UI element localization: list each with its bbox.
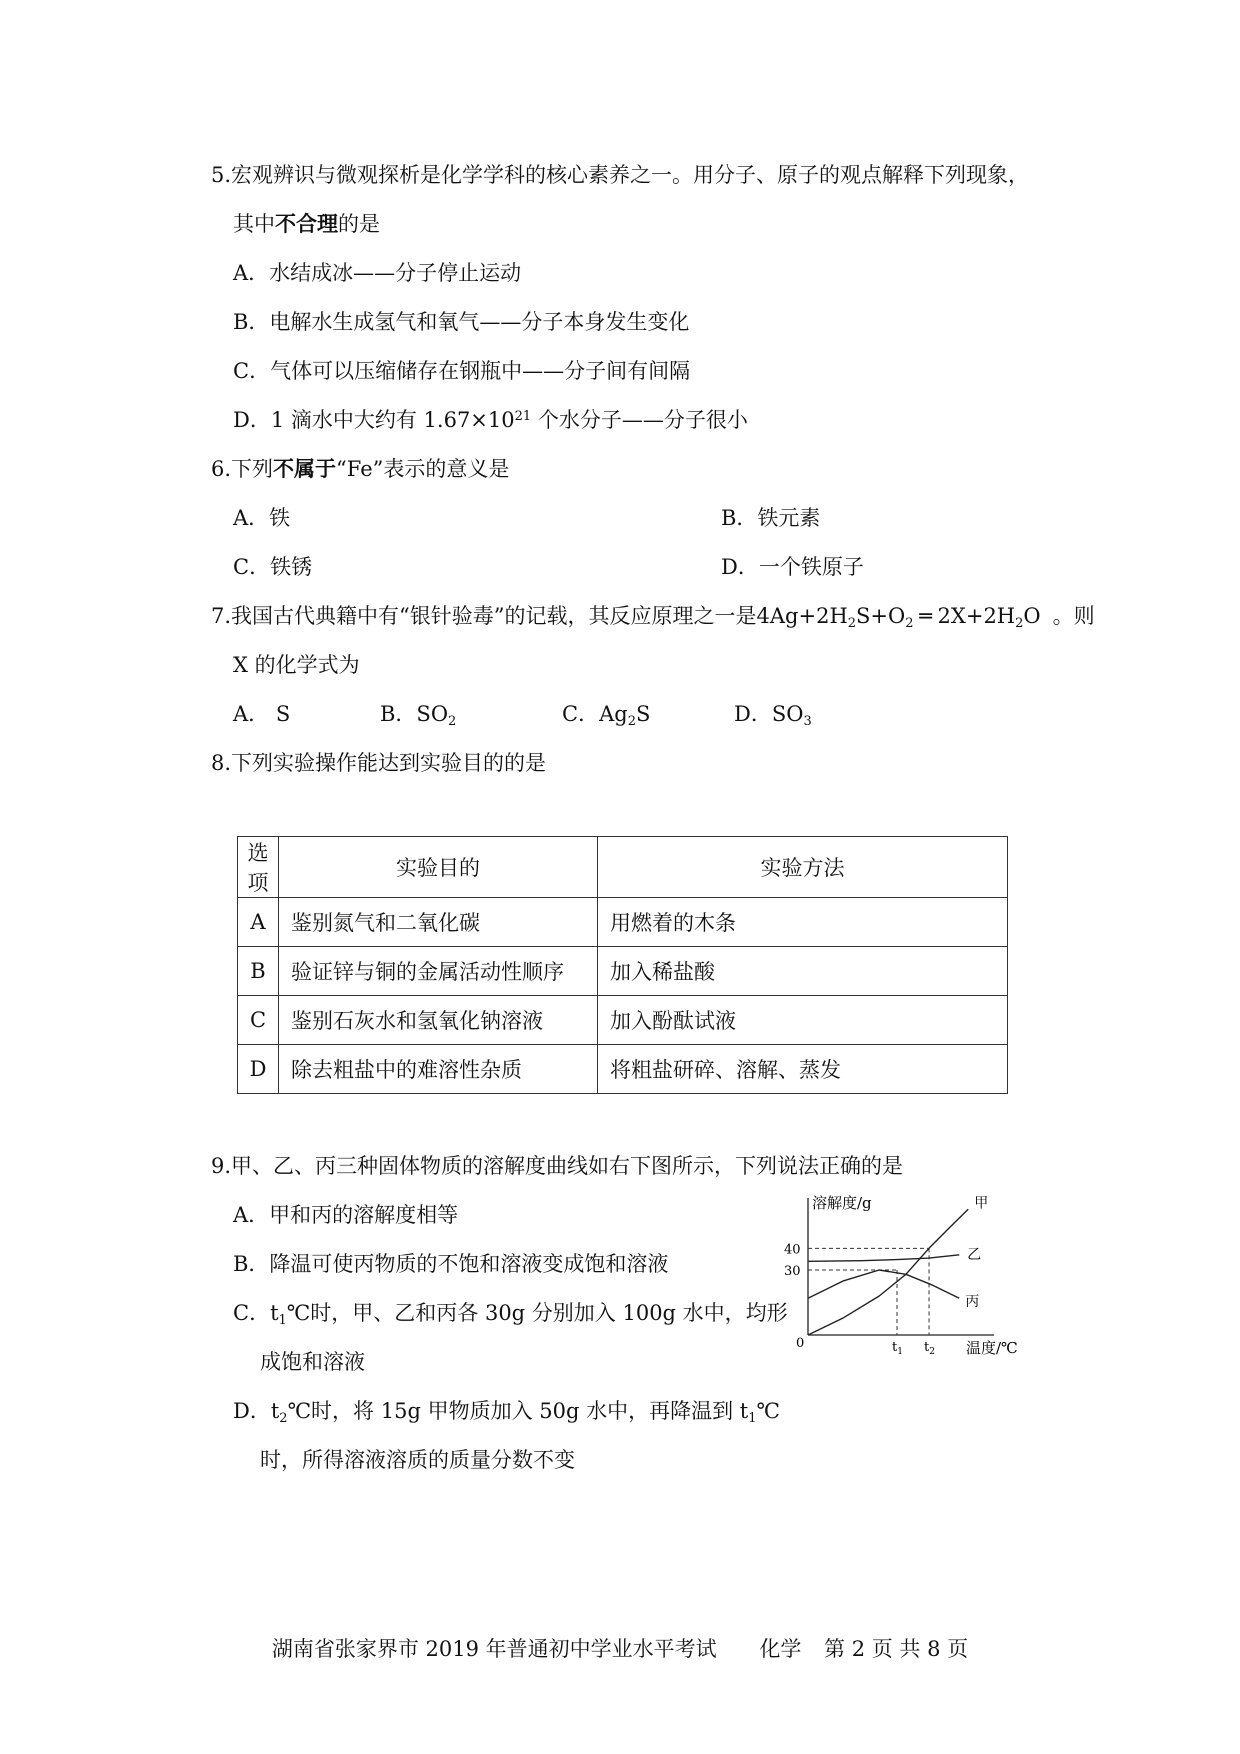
row-option: A [238,898,279,947]
row-option: D [238,1045,279,1094]
header-method: 实验方法 [598,837,1008,898]
footer-exam-name: 湖南省张家界市 2019 年普通初中学业水平考试 [271,1637,717,1661]
y-axis-label: 溶解度/g [812,1194,872,1212]
series-line-1 [808,1209,968,1335]
q8-stem: 8.下列实验操作能达到实验目的的是 [211,751,547,775]
q7-equation: $4Ag+2H_2S+O_2$ ═ $2X+2H_2O$ [756,604,1041,631]
q5-option-c: C．气体可以压缩储存在钢瓶中——分子间有间隔 [233,359,691,383]
x-tick-label: $t_2$ [924,1340,936,1357]
row-option: C [238,996,279,1045]
q9-option-d-line2: 时，所得溶液溶质的质量分数不变 [260,1448,575,1472]
equals-sign: ═ [919,604,932,628]
row-method: 用燃着的木条 [598,898,1008,947]
solubility-chart [770,1190,1020,1360]
x-tick-subscript: 1 [897,1347,903,1357]
q6-emphasis: 不属于 [273,456,337,481]
row-option: B [238,947,279,996]
table-row [238,996,1008,1045]
q5-option-d: D．1 滴水中大约有 $1.67\times 10^{21}$ 个水分子——分子很小 [233,408,748,432]
series-label-3: 丙 [965,1294,980,1311]
series-line-3 [808,1270,959,1298]
row-purpose: 除去粗盐中的难溶性杂质 [279,1045,598,1094]
q5-stem: 5.宏观辨识与微观探析是化学学科的核心素养之一。用分子、原子的观点解释下列现象， [211,163,1030,187]
q6-option-b: B．铁元素 [721,506,821,530]
q7-stem: 7.我国古代典籍中有“银针验毒”的记载，其反应原理之一是$4Ag+2H_2S+O_2$ ═ $2X+2H_2O$ 。则 [211,604,1095,631]
q5-option-a: A．水结成冰——分子停止运动 [233,261,522,285]
series-line-2 [808,1255,959,1262]
experiment-table [237,836,1008,1094]
q9-option-c: C．$t_1℃$时，甲、乙和丙各 30g 分别加入 100g 水中，均形 [233,1301,788,1328]
q9-stem: 9.甲、乙、丙三种固体物质的溶解度曲线如右下图所示，下列说法正确的是 [211,1154,904,1178]
row-purpose: 鉴别石灰水和氢氧化钠溶液 [279,996,598,1045]
q6-option-a: A．铁 [233,506,291,530]
table-row [238,898,1008,947]
row-purpose: 验证锌与铜的金属活动性顺序 [279,947,598,996]
q7-option-c: C．$Ag_2S$ [562,702,651,729]
q9-option-d: D．$t_2℃$时，将 15g 甲物质加入 50g 水中，再降温到 $t_1℃$ [233,1399,780,1426]
q6-stem: 6.下列不属于“Fe”表示的意义是 [211,456,510,481]
header-purpose: 实验目的 [279,837,598,898]
q7-option-d: D．$SO_3$ [734,702,812,729]
series-label-2: 乙 [967,1246,982,1263]
q6-option-c: C．铁锈 [233,555,313,579]
footer-page-number: 第 2 页 共 8 页 [824,1637,969,1661]
x-tick-subscript: 2 [929,1347,936,1357]
q6-option-d: D．一个铁原子 [721,555,864,579]
origin-label: 0 [796,1336,805,1351]
x-tick-label: $t_1$ [892,1340,903,1357]
y-tick-label: 30 [784,1264,801,1279]
footer-subject: 化学 [759,1637,802,1661]
table-header-row [238,837,1008,898]
q5-emphasis: 不合理 [275,211,338,236]
x-axis-label: 温度/℃ [966,1339,1018,1357]
q9-option-b: B．降温可使丙物质的不饱和溶液变成饱和溶液 [233,1252,669,1276]
q9-option-a: A．甲和丙的溶解度相等 [233,1203,459,1227]
table-row [238,1045,1008,1094]
row-method: 将粗盐研碎、溶解、蒸发 [598,1045,1008,1094]
table-row [238,947,1008,996]
header-option: 选项 [238,837,279,898]
y-tick-label: 40 [784,1242,801,1258]
q7-stem-line2: X 的化学式为 [233,653,360,677]
q5-option-b: B．电解水生成氢气和氧气——分子本身发生变化 [233,310,690,334]
page-footer [0,1633,1240,1663]
series-label-1: 甲 [974,1195,989,1212]
q7-option-a: A． S [233,702,291,726]
q7-option-b: B．$SO_2$ [380,702,457,729]
q5-stem-line2: 其中不合理的是 [233,211,380,236]
row-method: 加入酚酞试液 [598,996,1008,1045]
row-purpose: 鉴别氮气和二氧化碳 [279,898,598,947]
q9-option-c-line2: 成饱和溶液 [260,1350,365,1374]
row-method: 加入稀盐酸 [598,947,1008,996]
